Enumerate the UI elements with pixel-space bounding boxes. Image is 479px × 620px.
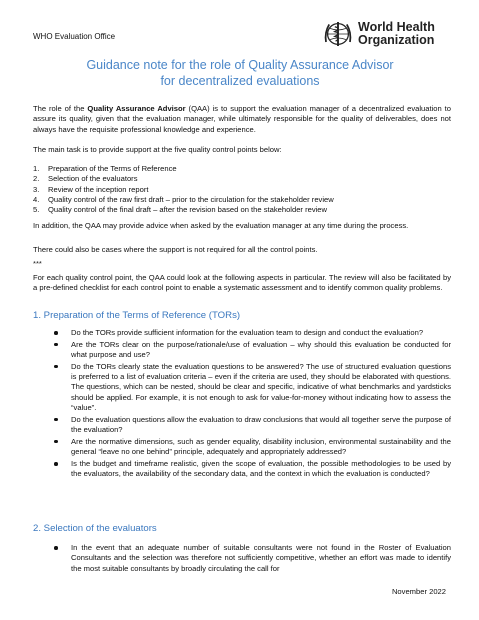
document-date: November 2022	[391, 587, 446, 596]
control-point-text: Preparation of the Terms of Reference	[48, 164, 177, 173]
control-point-text: Quality control of the raw first draft – prior to the circulation for the stakeholder review	[48, 194, 334, 204]
control-point-number: 3.	[33, 184, 40, 194]
list-item	[54, 459, 451, 480]
title-line2: for decentralized evaluations	[160, 74, 320, 88]
bullet-text: Do the evaluation questions allow the evaluation to draw conclusions that would all together serve the purpose of the evaluation?	[71, 414, 451, 435]
control-point-item	[33, 205, 334, 215]
control-point-item	[33, 164, 334, 174]
org-name-line1: World Health	[358, 20, 435, 34]
list-item	[54, 328, 451, 338]
bullet-text: Are the TORs clear on the purpose/rationale/use of evaluation – why should this evaluation be conducted for what purpose and use?	[71, 339, 451, 360]
intro-paragraph	[33, 104, 451, 135]
control-point-text: Review of the inception report	[48, 184, 149, 194]
list-item	[54, 543, 451, 574]
who-logo	[322, 18, 435, 50]
control-point-item	[33, 185, 334, 195]
list-item	[54, 437, 451, 458]
document-title	[30, 57, 450, 89]
section-heading-evaluators: 2. Selection of the evaluators	[33, 523, 157, 534]
control-point-number: 5.	[33, 205, 40, 215]
bullet-text: Is the budget and timeframe realistic, given the scope of evaluation, the possible methodologies to be used by the evaluators, the availability of the secondary data, and the context in which the evaluation is conducted?	[71, 459, 451, 479]
org-name-line2: Organization	[358, 33, 435, 47]
list-item	[54, 362, 451, 413]
section-heading-tors: 1. Preparation of the Terms of Reference (TORs)	[33, 310, 241, 321]
bullet-text: Are the normative dimensions, such as gender equality, disability inclusion, environmental sustainability and the general “leave no one behind” principle, adequately and appropriately addressed?	[71, 436, 451, 457]
list-item	[54, 340, 451, 361]
office-label: WHO Evaluation Office	[33, 32, 116, 41]
intro-rest: (QAA) is to support the evaluation manager of a decentralized evaluation to assure its quality, given that the evaluation manager, while ultimately responsible for the quality of deliverables, does not always have the requisite professional knowledge and experience.	[33, 104, 451, 134]
control-point-number: 2.	[33, 174, 40, 184]
separator-asterisks: ***	[33, 259, 42, 268]
organization-name	[358, 21, 435, 47]
control-point-number: 4.	[33, 194, 40, 204]
evaluators-bullet-list	[54, 543, 451, 575]
not-required-paragraph: There could also be cases where the support is not required for all the control points.	[33, 245, 318, 254]
list-item	[54, 415, 451, 436]
bullet-icon	[54, 331, 58, 335]
bullet-icon	[54, 365, 58, 369]
tors-bullet-list	[54, 328, 451, 481]
control-point-item	[33, 174, 334, 184]
aspects-paragraph: For each quality control point, the QAA could look at the following aspects in particular. The review will also be facilitated by a pre-defined checklist for each control point to enable a systematic assessment and to identify common quality problems.	[33, 273, 451, 293]
additional-advice-paragraph: In addition, the QAA may provide advice when asked by the evaluation manager at any time during the process.	[33, 221, 409, 230]
control-point-number: 1.	[33, 164, 40, 173]
control-point-text: Selection of the evaluators	[48, 174, 138, 184]
bullet-text: In the event that an adequate number of suitable consultants were not found in the Roster of Evaluation Consultants and the selection was therefore not sufficiently competitive, whether an effort was made to identify the most suitable consultants by broadly circulating the call for	[71, 543, 451, 573]
control-points-list	[33, 164, 334, 215]
bullet-text: Do the TORs clearly state the evaluation questions to be answered? The use of structured evaluation questions is preferred to a list of evaluation criteria – even if the criteria are used, they should be elaborated with questions. The questions, which can be nested, should be clear and specific, indicative of what benchmarks and yardsticks should be applied. For example, it is not enough to ask for value-for-money without indicating how to assess the “value”.	[71, 361, 451, 413]
qaa-bold-term: Quality Assurance Advisor	[87, 104, 186, 113]
control-point-item	[33, 195, 334, 205]
intro-prefix: The role of the	[33, 104, 88, 113]
bullet-icon	[54, 462, 58, 466]
bullet-icon	[54, 343, 58, 347]
bullet-icon	[54, 546, 58, 550]
title-line1: Guidance note for the role of Quality Assurance Advisor	[86, 58, 394, 72]
bullet-icon	[54, 440, 58, 444]
main-task-paragraph: The main task is to provide support at the five quality control points below:	[33, 145, 282, 154]
who-emblem-icon	[322, 18, 354, 50]
bullet-text: Do the TORs provide sufficient information for the evaluation team to design and conduct the evaluation?	[71, 328, 424, 337]
bullet-icon	[54, 418, 58, 422]
control-point-text: Quality control of the final draft – after the revision based on the stakeholder review	[48, 205, 328, 215]
